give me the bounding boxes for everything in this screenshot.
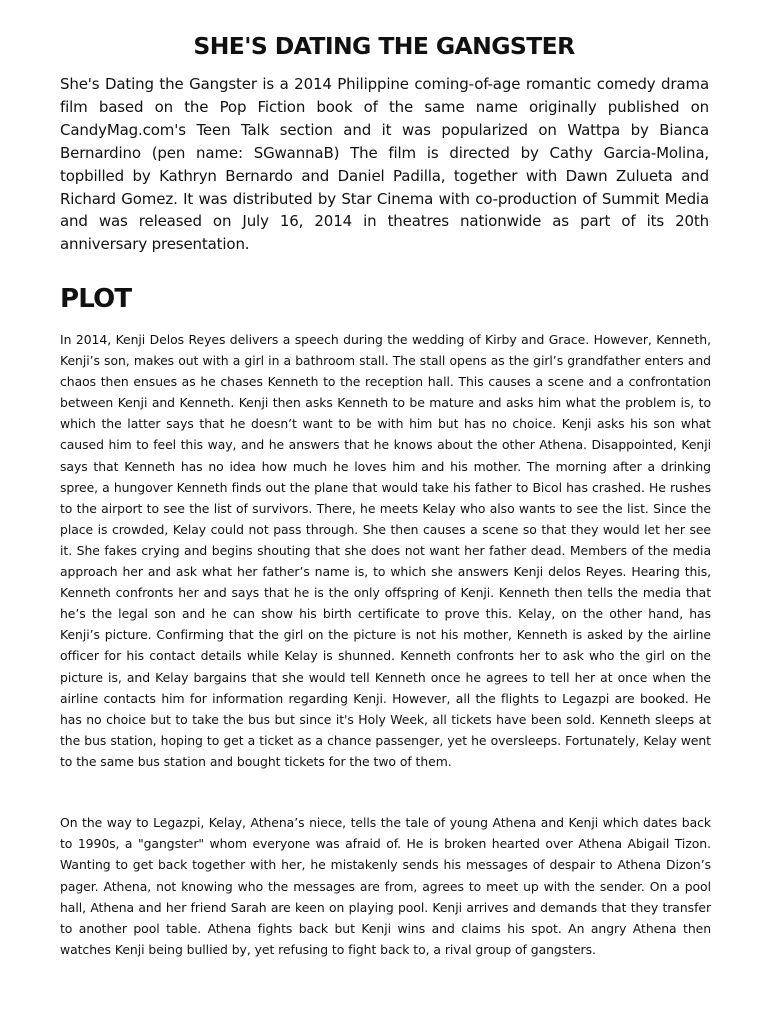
plot-paragraph: In 2014, Kenji Delos Reyes delivers a speech during the wedding of Kirby and Grace. However, Kenneth, Kenji’s son, makes out with a girl in a bathroom stall. The stall opens as the girl’s grandfather enters and chaos then ensues as he chases Kenneth to the reception hall. This causes a scene and a confrontation between Kenji and Kenneth. Kenji then asks Kenneth to be mature and asks him what the problem is, to which the latter says that he doesn’t want to be with him but has no choice. Kenji asks his son what caused him to feel this way, and he answers that he knows about the other Athena. Disappointed, Kenji says that Kenneth has no idea how much he loves him and his mother. The morning after a drinking spree, a hungover Kenneth finds out the plane that would take his father to Bicol has crashed. He rushes to the airport to see the list of survivors. There, he meets Kelay who also wants to see the list. Since the place is crowded, Kelay could not pass through. She then causes a scene so that they would let her see it. She fakes crying and begins shouting that she does not want her father dead. Members of the media approach her and ask what her father’s name is, to which she answers Kenji delos Reyes. Hearing this, Kenneth confronts her and says that he is the only offspring of Kenji. Kenneth then tells the media that he’s the legal son and he can show his birth certificate to prove this. Kelay, on the other hand, has Kenji’s picture. Confirming that the girl on the picture is not his mother, Kenneth is asked by the airline officer for his contact details while Kelay is shunned. Kenneth confronts her to ask who the girl on the picture is, and Kelay bargains that she would tell Kenneth once he agrees to tell her at once when the airline contacts him for information regarding Kenji. However, all the flights to Legazpi are booked. He has no choice but to take the bus but since it's Holy Week, all tickets have been sold. Kenneth sleeps at the bus station, hoping to get a ticket as a chance passenger, yet he oversleeps. Fortunately, Kelay went to the same bus station and bought tickets for the two of them. <box>60 332 711 769</box>
document-title: SHE'S DATING THE GANGSTER <box>193 32 575 60</box>
plot-paragraph: On the way to Legazpi, Kelay, Athena’s niece, tells the tale of young Athena and Kenji which dates back to 1990s, a "gangster" whom everyone was afraid of. He is broken hearted over Athena Abigail Tizon. Wanting to get back together with her, he mistakenly sends his messages of despair to Athena Dizon’s pager. Athena, not knowing who the messages are from, agrees to meet up with the sender. On a pool hall, Athena and her friend Sarah are keen on playing pool. Kenji arrives and demands that they transfer to another pool table. Athena fights back but Kenji wins and claims his spot. An angry Athena then watches Kenji being bullied by, yet refusing to fight back to, a rival group of gangsters. <box>60 815 711 958</box>
intro-paragraph: She's Dating the Gangster is a 2014 Philippine coming-of-age romantic comedy drama film based on the Pop Fiction book of the same name originally published on CandyMag.com's Teen Talk section and it was popularized on Wattpa by Bianca Bernardino (pen name: SGwannaB) The film is directed by Cathy Garcia-Molina, topbilled by Kathryn Bernardo and Daniel Padilla, together with Dawn Zulueta and Richard Gomez. It was distributed by Star Cinema with co-production of Summit Media and was released on July 16, 2014 in theatres nationwide as part of its 20th anniversary presentation. <box>60 75 709 254</box>
plot-heading: PLOT <box>60 284 132 314</box>
